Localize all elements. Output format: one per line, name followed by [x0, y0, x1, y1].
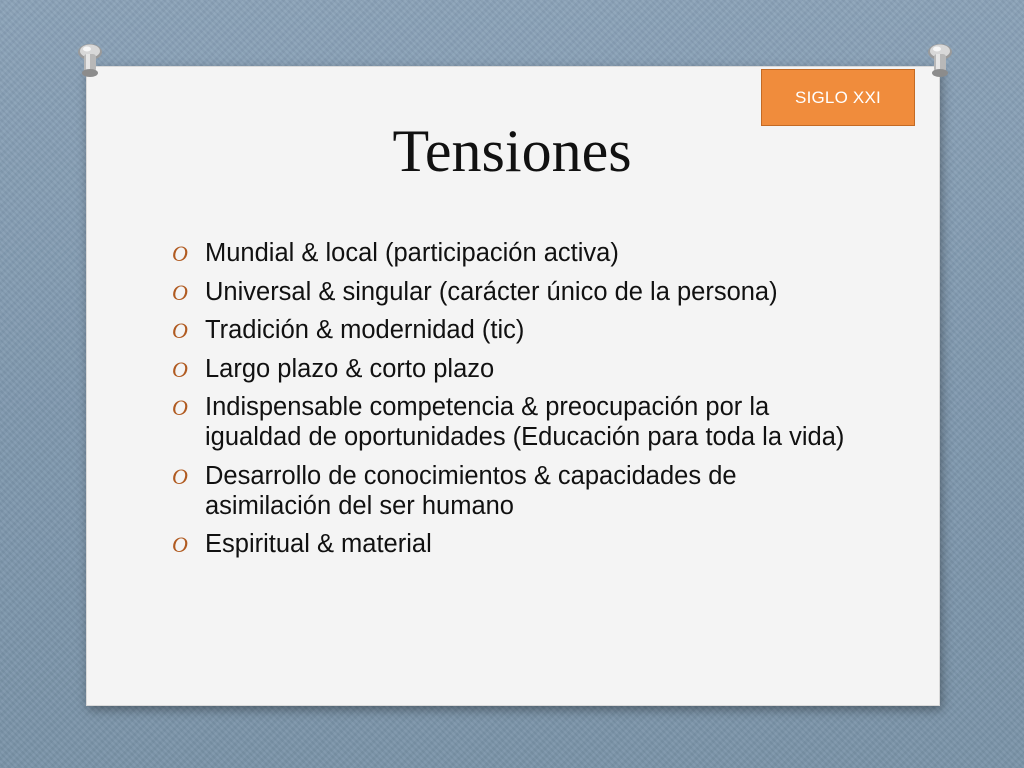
bullet-text: Desarrollo de conocimientos & capacidades de asimilación del ser humano [205, 461, 737, 520]
bullet-item [172, 238, 852, 268]
bullet-text: Universal & singular (carácter único de la persona) [205, 277, 778, 306]
bullet-marker: O [172, 395, 188, 420]
bullet-item [172, 277, 852, 307]
bullet-text: Indispensable competencia & preocupación por la igualdad de oportunidades (Educación para toda la vida) [205, 393, 845, 451]
pushpin-icon [926, 42, 954, 82]
bullet-marker: O [172, 279, 188, 305]
pushpin-icon [76, 42, 104, 82]
bullet-marker: O [172, 356, 188, 382]
bullet-text: Tradición & modernidad (tic) [205, 316, 525, 344]
bullet-list [172, 238, 852, 568]
slide-title: Tensiones [392, 118, 632, 184]
bullet-text: Espiritual & material [205, 530, 432, 558]
bullet-item [172, 315, 852, 345]
bullet-item [172, 354, 852, 384]
siglo-badge-label: SIGLO XXI [795, 87, 881, 107]
bullet-item [172, 461, 852, 521]
bullet-text: Mundial & local (participación activa) [205, 239, 619, 267]
bullet-marker: O [172, 241, 188, 266]
bullet-item [172, 529, 852, 559]
bullet-marker: O [172, 463, 188, 489]
bullet-text: Largo plazo & corto plazo [205, 354, 495, 383]
bullet-marker: O [172, 318, 188, 343]
bullet-marker: O [172, 532, 188, 557]
bullet-item [172, 392, 852, 452]
